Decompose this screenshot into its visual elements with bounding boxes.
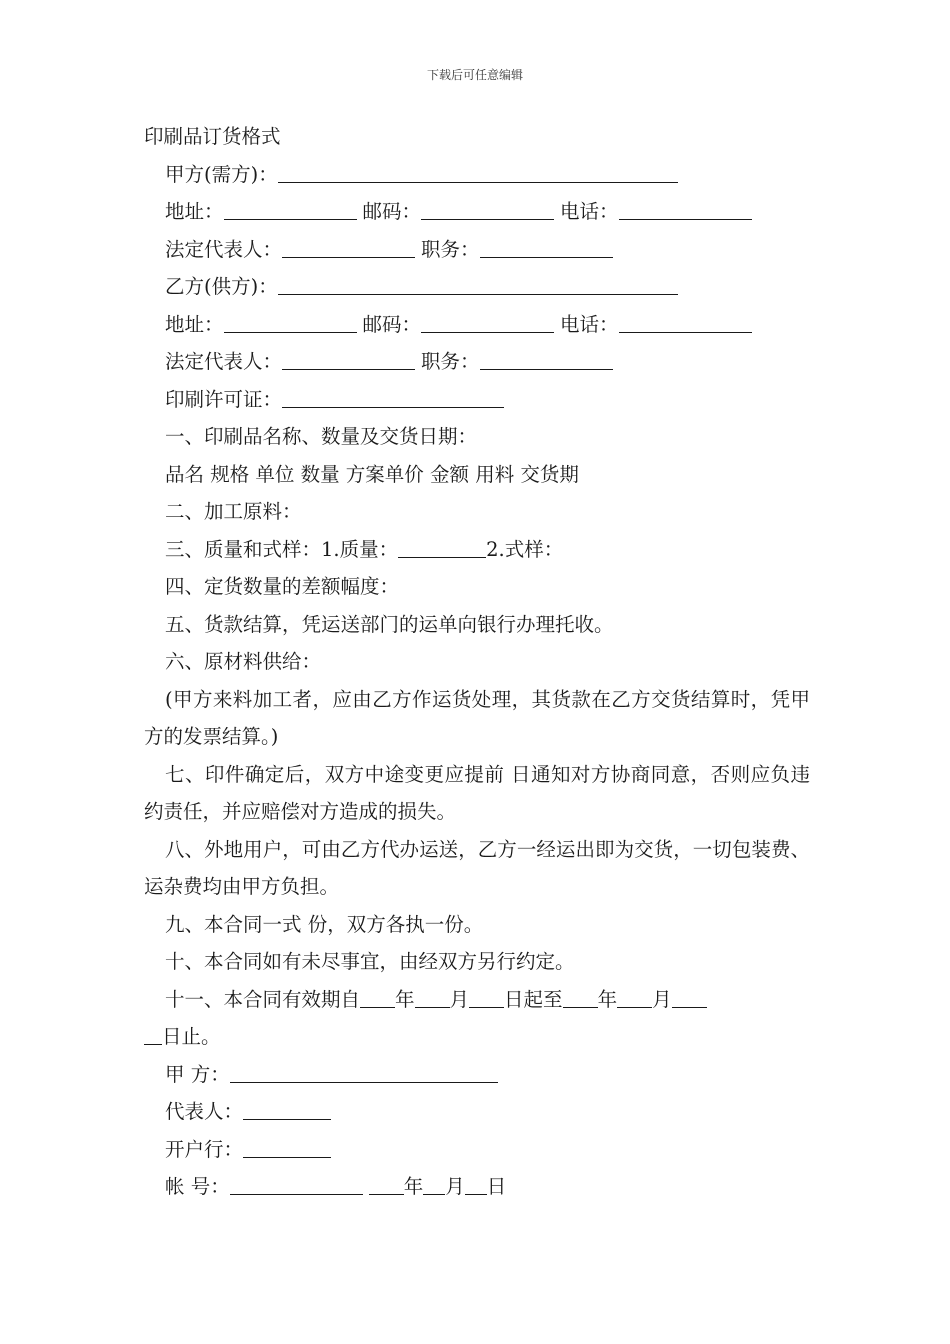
sign-bank-label: 开户行： bbox=[165, 1137, 244, 1161]
party-a-rep-line bbox=[144, 231, 810, 269]
from-month-field[interactable] bbox=[415, 985, 450, 1008]
party-a-phone-field[interactable] bbox=[619, 197, 752, 220]
document-title: 印刷品订货格式 bbox=[144, 125, 281, 148]
license-field[interactable] bbox=[282, 385, 504, 408]
party-b-field[interactable] bbox=[278, 272, 678, 295]
party-b-label: 乙方(供方)： bbox=[165, 275, 278, 298]
party-a-rep-field[interactable] bbox=[282, 235, 415, 258]
party-a-field[interactable] bbox=[278, 160, 678, 183]
validity-label: 十一、本合同有效期自 bbox=[165, 987, 361, 1011]
sign-party-a-field[interactable] bbox=[230, 1060, 498, 1083]
sign-bank-line bbox=[144, 1131, 810, 1169]
section-7: 七、印件确定后，双方中途变更应提前 日通知对方协商同意，否则应负违约责任，并应赔偿对方造成的损失。 bbox=[144, 762, 810, 823]
section-4: 四、定货数量的差额幅度： bbox=[165, 575, 400, 598]
address-label: 地址： bbox=[165, 312, 224, 336]
page-header: 下载后可任意编辑 bbox=[426, 68, 523, 82]
date-day-label: 日 bbox=[486, 1175, 507, 1198]
section-6: 六、原材料供给： bbox=[165, 650, 322, 673]
from-day-field[interactable] bbox=[469, 985, 504, 1008]
party-a-position-field[interactable] bbox=[480, 235, 613, 258]
legal-rep-label: 法定代表人： bbox=[165, 350, 283, 373]
year-label: 年 bbox=[597, 987, 618, 1011]
sign-rep-label: 代表人： bbox=[165, 1100, 244, 1123]
party-b-line bbox=[144, 268, 810, 306]
phone-label: 电话： bbox=[560, 312, 619, 336]
section-6-note: (甲方来料加工者，应由乙方作运货处理，其货款在乙方交货结算时，凭甲方的发票结算。) bbox=[144, 687, 810, 748]
sign-bank-field[interactable] bbox=[243, 1135, 331, 1158]
license-line bbox=[144, 381, 810, 419]
position-label: 职务： bbox=[421, 237, 480, 261]
to-month-field[interactable] bbox=[617, 985, 652, 1008]
license-label: 印刷许可证： bbox=[165, 387, 283, 411]
phone-label: 电话： bbox=[560, 200, 619, 223]
date-year-label: 年 bbox=[403, 1175, 424, 1198]
party-a-address-field[interactable] bbox=[224, 197, 357, 220]
quality-label: 三、质量和式样：1.质量： bbox=[165, 537, 399, 561]
sign-account-label: 帐 号： bbox=[165, 1175, 230, 1198]
date-month-label: 月 bbox=[445, 1175, 465, 1198]
postcode-label: 邮码： bbox=[362, 200, 422, 223]
table-header-row: 品名 规格 单位 数量 方案单价 金额 用料 交货期 bbox=[165, 462, 579, 486]
address-label: 地址： bbox=[165, 200, 224, 223]
party-b-address-line bbox=[144, 306, 810, 344]
section-10: 十、本合同如有未尽事宜，由经双方另行约定。 bbox=[165, 950, 575, 973]
party-b-address-field[interactable] bbox=[224, 310, 357, 333]
party-a-address-line bbox=[144, 193, 810, 231]
legal-rep-label: 法定代表人： bbox=[165, 237, 283, 261]
style-label: 2.式样： bbox=[486, 537, 564, 561]
section-9: 九、本合同一式 份，双方各执一份。 bbox=[165, 912, 484, 936]
sign-account-field[interactable] bbox=[230, 1172, 363, 1195]
date-year-field[interactable] bbox=[369, 1172, 404, 1195]
section-1: 一、印刷品名称、数量及交货日期： bbox=[165, 425, 478, 448]
document-body bbox=[144, 118, 810, 1206]
quality-field[interactable] bbox=[398, 535, 486, 558]
party-b-rep-field[interactable] bbox=[282, 347, 415, 370]
sign-rep-line bbox=[144, 1093, 810, 1131]
party-b-rep-line bbox=[144, 343, 810, 381]
date-day-field[interactable] bbox=[465, 1172, 487, 1195]
section-3 bbox=[144, 531, 810, 569]
section-5: 五、货款结算，凭运送部门的运单向银行办理托收。 bbox=[165, 612, 614, 636]
party-a-label: 甲方(需方)： bbox=[165, 162, 278, 186]
month-label: 月 bbox=[652, 987, 672, 1011]
date-month-field[interactable] bbox=[423, 1172, 445, 1195]
month-label: 月 bbox=[449, 987, 470, 1011]
party-b-phone-field[interactable] bbox=[619, 310, 752, 333]
to-day-field-part2[interactable] bbox=[144, 1022, 162, 1045]
section-2: 二、加工原料： bbox=[165, 500, 302, 523]
from-year-field[interactable] bbox=[360, 985, 395, 1008]
from-day-label: 日起至 bbox=[504, 987, 563, 1011]
party-a-line bbox=[144, 156, 810, 194]
sign-party-a-label: 甲 方： bbox=[165, 1062, 230, 1086]
sign-account-line bbox=[144, 1168, 810, 1206]
year-label: 年 bbox=[395, 987, 415, 1011]
to-year-field[interactable] bbox=[563, 985, 598, 1008]
end-label: 日止。 bbox=[162, 1025, 221, 1048]
position-label: 职务： bbox=[421, 350, 480, 373]
section-8: 八、外地用户，可由乙方代办运送，乙方一经运出即为交货，一切包装费、运杂费均由甲方负担。 bbox=[144, 837, 810, 898]
party-b-postcode-field[interactable] bbox=[421, 310, 554, 333]
section-11-cont bbox=[144, 1018, 810, 1056]
party-a-postcode-field[interactable] bbox=[421, 197, 554, 220]
to-day-field-part1[interactable] bbox=[672, 985, 707, 1008]
party-b-position-field[interactable] bbox=[480, 347, 613, 370]
sign-party-a-line bbox=[144, 1056, 810, 1094]
sign-rep-field[interactable] bbox=[243, 1097, 331, 1120]
section-11 bbox=[144, 981, 810, 1019]
postcode-label: 邮码： bbox=[362, 312, 422, 336]
